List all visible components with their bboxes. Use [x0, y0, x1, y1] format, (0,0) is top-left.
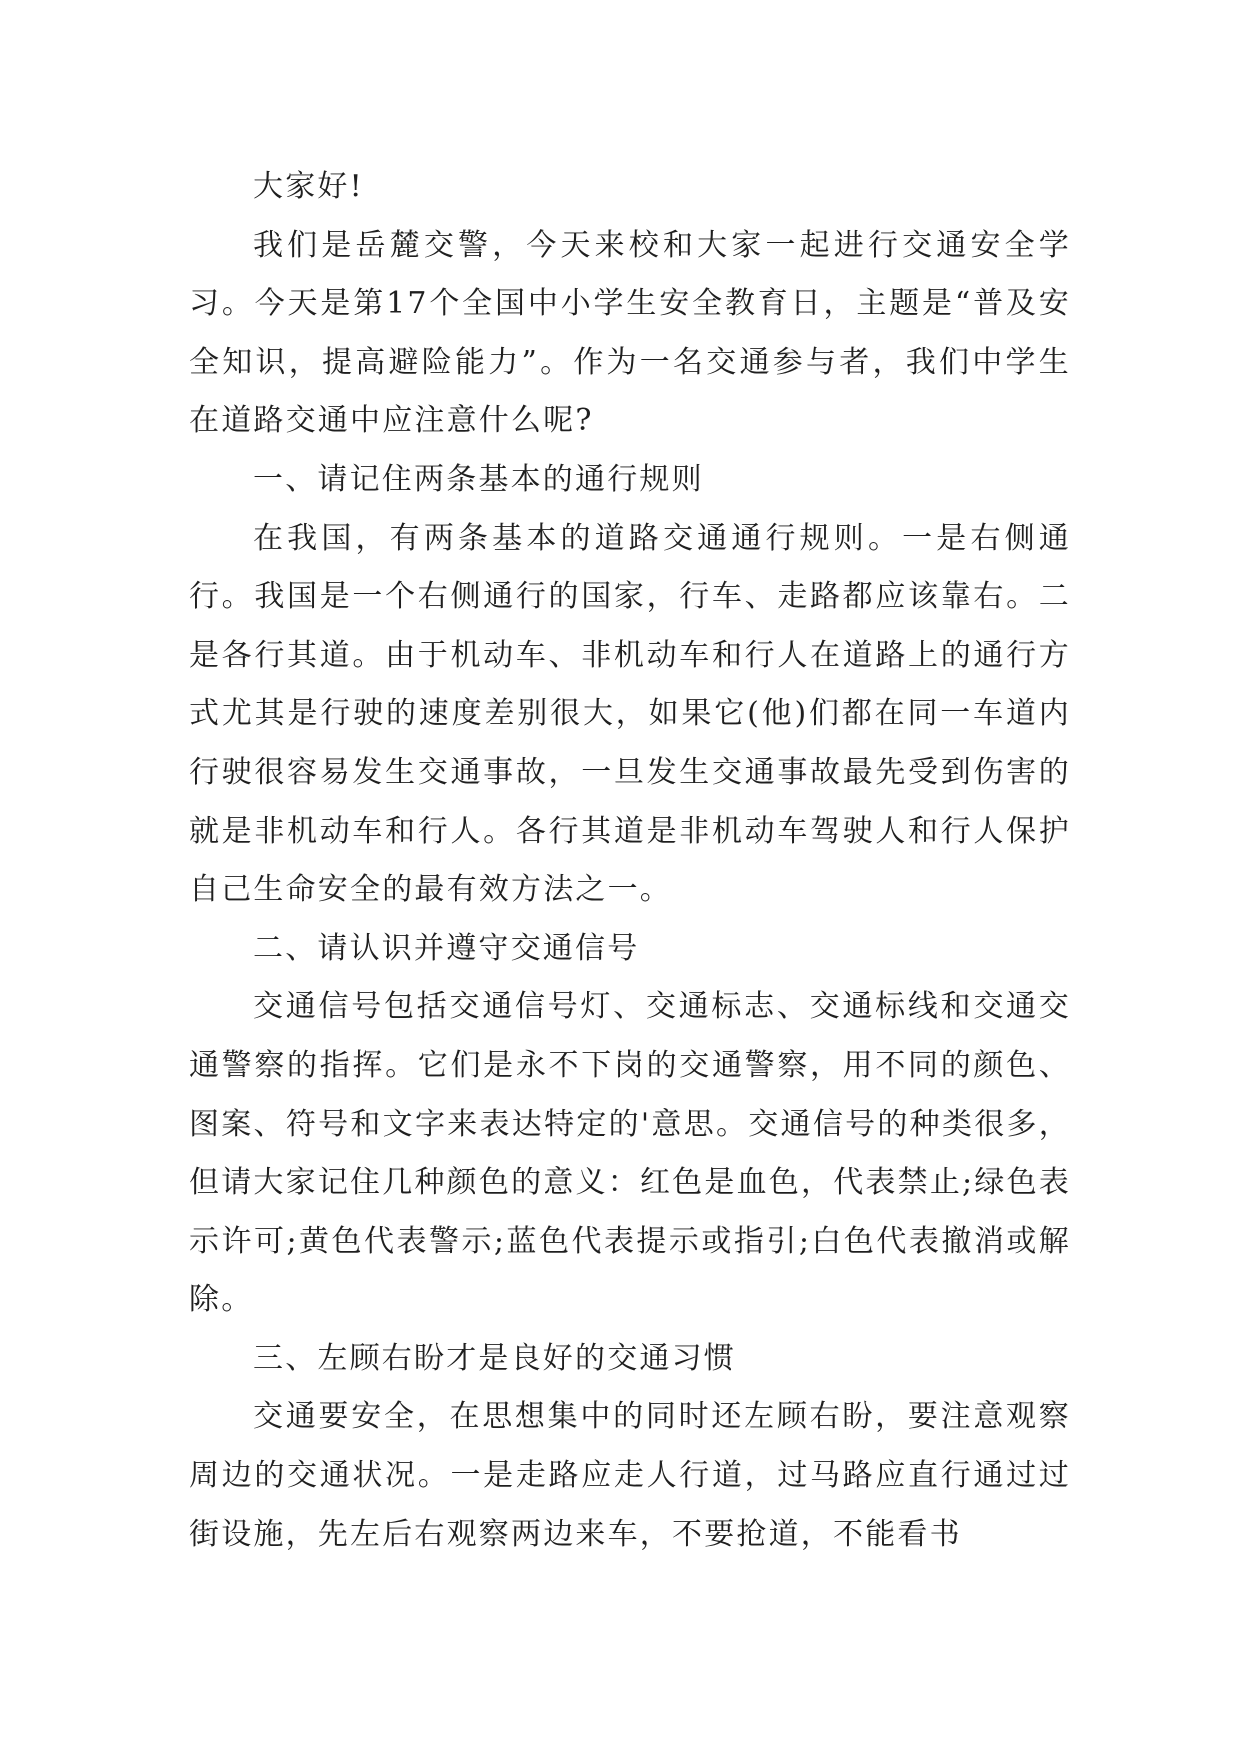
- section-heading-1: 一、请记住两条基本的通行规则: [253, 461, 704, 497]
- section-3-paragraph: 交通要安全，在思想集中的同时还左顾右盼，要注意观察周边的交通状况。一是走路应走人行道，过马路应直行通过过街设施，先左后右观察两边来车，不要抢道，不能看书: [189, 1399, 1071, 1552]
- section-2-paragraph: 交通信号包括交通信号灯、交通标志、交通标线和交通交通警察的指挥。它们是永不下岗的交通警察，用不同的颜色、图案、符号和文字来表达特定的'意思。交通信号的种类很多，但请大家记住几种颜色的意义：红色是血色，代表禁止;绿色表示许可;黄色代表警示;蓝色代表提示或指引;白色代表撤消或解除。: [189, 989, 1071, 1318]
- intro-paragraph: 我们是岳麓交警，今天来校和大家一起进行交通安全学习。今天是第17个全国中小学生安全教育日，主题是“普及安全知识，提高避险能力”。作为一名交通参与者，我们中学生在道路交通中应注意什么呢?: [189, 227, 1071, 439]
- document-body: [189, 158, 1071, 1564]
- section-heading-3: 三、左顾右盼才是良好的交通习惯: [253, 1340, 736, 1376]
- section-heading-2: 二、请认识并遵守交通信号: [253, 930, 640, 966]
- section-1-paragraph: 在我国，有两条基本的道路交通通行规则。一是右侧通行。我国是一个右侧通行的国家，行车、走路都应该靠右。二是各行其道。由于机动车、非机动车和行人在道路上的通行方式尤其是行驶的速度差别很大，如果它(他)们都在同一车道内行驶很容易发生交通事故，一旦发生交通事故最先受到伤害的就是非机动车和行人。各行其道是非机动车驾驶人和行人保护自己生命安全的最有效方法之一。: [189, 520, 1071, 908]
- greeting-paragraph: 大家好!: [253, 169, 364, 204]
